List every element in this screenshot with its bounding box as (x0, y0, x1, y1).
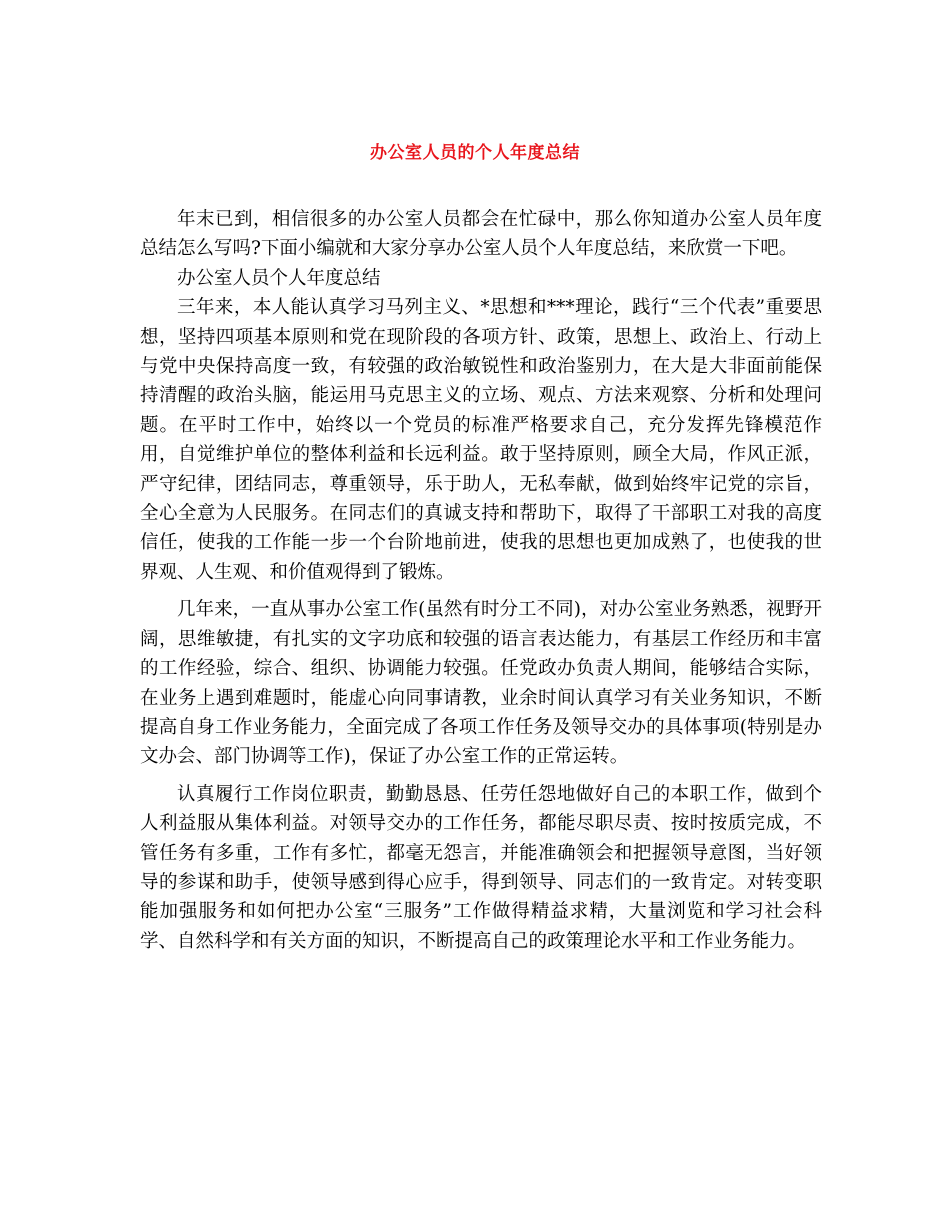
document-title: 办公室人员的个人年度总结 (370, 143, 580, 163)
body-paragraph-2: 几年来，一直从事办公室工作(虽然有时分工不同)，对办公室业务熟悉，视野开阔，思维敏捷，有扎实的文字功底和较强的语言表达能力，有基层工作经历和丰富的工作经验，综合、组织、协调能力较强。任党政办负责人期间，能够结合实际，在业务上遇到难题时，能虚心向同事请教，业余时间认真学习有关业务知识，不断提高自身工作业务能力，全面完成了各项工作任务及领导交办的具体事项(特别是办文办会、部门协调等工作)，保证了办公室工作的正常运转。 (140, 599, 822, 768)
body-paragraph-1: 三年来，本人能认真学习马列主义、*思想和***理论，践行“三个代表”重要思想，坚持四项基本原则和党在现阶段的各项方针、政策，思想上、政治上、行动上与党中央保持高度一致，有较强的政治敏锐性和政治鉴别力，在大是大非面前能保持清醒的政治头脑，能运用马克思主义的立场、观点、方法来观察、分析和处理问题。在平时工作中，始终以一个党员的标准严格要求自己，充分发挥先锋模范作用，自觉维护单位的整体利益和长远利益。敢于坚持原则，顾全大局，作风正派，严守纪律，团结同志，尊重领导，乐于助人，无私奉献，做到始终牢记党的宗旨，全心全意为人民服务。在同志们的真诚支持和帮助下，取得了干部职工对我的高度信任，使我的工作能一步一个台阶地前进，使我的思想也更加成熟了，也使我的世界观、人生观、和价值观得到了锻炼。 (140, 297, 822, 583)
section-heading: 办公室人员个人年度总结 (177, 267, 381, 289)
document-body (140, 205, 822, 956)
intro-paragraph: 年末已到，相信很多的办公室人员都会在忙碌中，那么你知道办公室人员年度总结怎么写吗?下面小编就和大家分享办公室人员个人年度总结，来欣赏一下吧。 (140, 209, 822, 260)
body-paragraph-3: 认真履行工作岗位职责，勤勤恳恳、任劳任怨地做好自己的本职工作，做到个人利益服从集体利益。对领导交办的工作任务，都能尽职尽责、按时按质完成，不管任务有多重，工作有多忙，都毫无怨言，并能准确领会和把握领导意图，当好领导的参谋和助手，使领导感到得心应手，得到领导、同志们的一致肯定。对转变职能加强服务和如何把办公室“三服务”工作做得精益求精，大量浏览和学习社会科学、自然科学和有关方面的知识，不断提高自己的政策理论水平和工作业务能力。 (140, 783, 822, 952)
